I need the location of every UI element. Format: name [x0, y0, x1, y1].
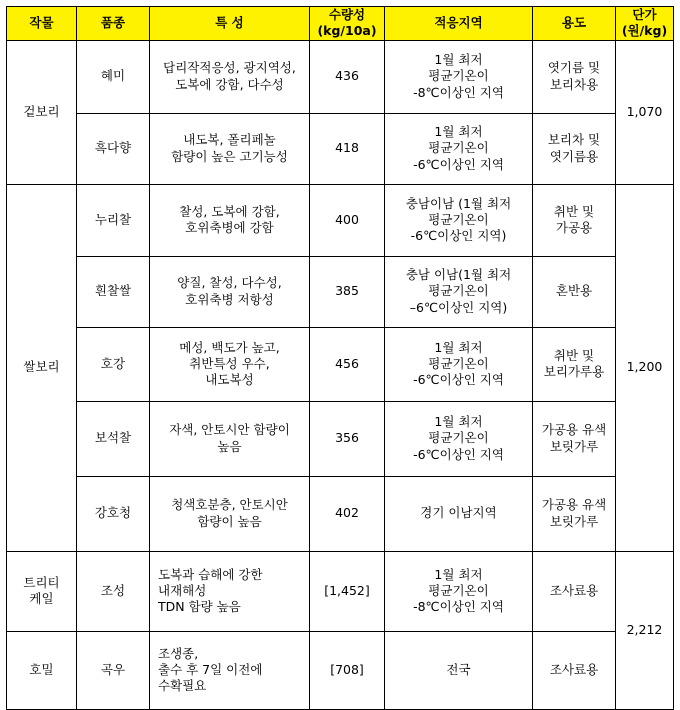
variety-cell: 누리찰	[77, 184, 150, 256]
crop-variety-table	[6, 6, 674, 710]
table-row	[7, 113, 674, 184]
region-cell: 1월 최저 평균기온이 -6℃이상인 지역	[385, 327, 533, 401]
table-row	[7, 327, 674, 401]
use-cell: 혼반용	[533, 256, 616, 327]
region-cell: 충남 이남(1월 최저 평균기온이 –6℃이상인 지역)	[385, 256, 533, 327]
yield-cell: 436	[310, 40, 385, 113]
region-cell: 충남이남 (1월 최저 평균기온이 -6℃이상인 지역)	[385, 184, 533, 256]
price-cell: 1,200	[616, 184, 674, 551]
use-cell: 조사료용	[533, 631, 616, 709]
use-cell: 보리차 및 엿기름용	[533, 113, 616, 184]
yield-cell: 456	[310, 327, 385, 401]
region-cell: 1월 최저 평균기온이 -8℃이상인 지역	[385, 551, 533, 631]
yield-cell: [1,452]	[310, 551, 385, 631]
table-row	[7, 256, 674, 327]
variety-cell: 흑다향	[77, 113, 150, 184]
header-crop: 작물	[7, 7, 77, 41]
use-cell: 취반 및 가공용	[533, 184, 616, 256]
traits-cell: 내도복, 폴리페놀 함량이 높은 고기능성	[150, 113, 310, 184]
yield-cell: [708]	[310, 631, 385, 709]
header-region: 적응지역	[385, 7, 533, 41]
variety-cell: 강호청	[77, 476, 150, 551]
crop-cell: 겉보리	[7, 40, 77, 184]
table-row	[7, 40, 674, 113]
use-cell: 가공용 유색 보릿가루	[533, 476, 616, 551]
variety-cell: 흰찰쌀	[77, 256, 150, 327]
traits-cell: 청색호분층, 안토시안 함량이 높음	[150, 476, 310, 551]
use-cell: 조사료용	[533, 551, 616, 631]
price-cell: 2,212	[616, 551, 674, 709]
traits-cell: 메성, 백도가 높고, 취반특성 우수, 내도복성	[150, 327, 310, 401]
region-cell: 1월 최저 평균기온이 -6℃이상인 지역	[385, 113, 533, 184]
traits-cell: 조생종, 출수 후 7일 이전에 수확필요	[150, 631, 310, 709]
price-cell: 1,070	[616, 40, 674, 184]
region-cell: 1월 최저 평균기온이 -6℃이상인 지역	[385, 401, 533, 476]
yield-cell: 400	[310, 184, 385, 256]
crop-cell: 호밀	[7, 631, 77, 709]
variety-cell: 조성	[77, 551, 150, 631]
region-cell: 전국	[385, 631, 533, 709]
use-cell: 가공용 유색 보릿가루	[533, 401, 616, 476]
variety-cell: 혜미	[77, 40, 150, 113]
table-row	[7, 184, 674, 256]
use-cell: 엿기름 및 보리차용	[533, 40, 616, 113]
yield-cell: 356	[310, 401, 385, 476]
use-cell: 취반 및 보리가루용	[533, 327, 616, 401]
header-traits: 특 성	[150, 7, 310, 41]
traits-cell: 도복과 습해에 강한 내재해성 TDN 함량 높음	[150, 551, 310, 631]
variety-cell: 보석찰	[77, 401, 150, 476]
crop-cell: 트리티 케일	[7, 551, 77, 631]
yield-cell: 402	[310, 476, 385, 551]
header-row	[7, 7, 674, 41]
header-variety: 품종	[77, 7, 150, 41]
traits-cell: 찰성, 도복에 강함, 호위축병에 강함	[150, 184, 310, 256]
header-price: 단가 (원/kg)	[616, 7, 674, 41]
variety-cell: 호강	[77, 327, 150, 401]
region-cell: 경기 이남지역	[385, 476, 533, 551]
traits-cell: 양질, 찰성, 다수성, 호위축병 저항성	[150, 256, 310, 327]
traits-cell: 자색, 안토시안 함량이 높음	[150, 401, 310, 476]
table-row	[7, 631, 674, 709]
header-use: 용도	[533, 7, 616, 41]
yield-cell: 385	[310, 256, 385, 327]
region-cell: 1월 최저 평균기온이 -8℃이상인 지역	[385, 40, 533, 113]
yield-cell: 418	[310, 113, 385, 184]
traits-cell: 답리작적응성, 광지역성, 도복에 강함, 다수성	[150, 40, 310, 113]
crop-cell: 쌀보리	[7, 184, 77, 551]
header-yield: 수량성 (kg/10a)	[310, 7, 385, 41]
table-row	[7, 401, 674, 476]
table-row	[7, 476, 674, 551]
table-row	[7, 551, 674, 631]
variety-cell: 곡우	[77, 631, 150, 709]
